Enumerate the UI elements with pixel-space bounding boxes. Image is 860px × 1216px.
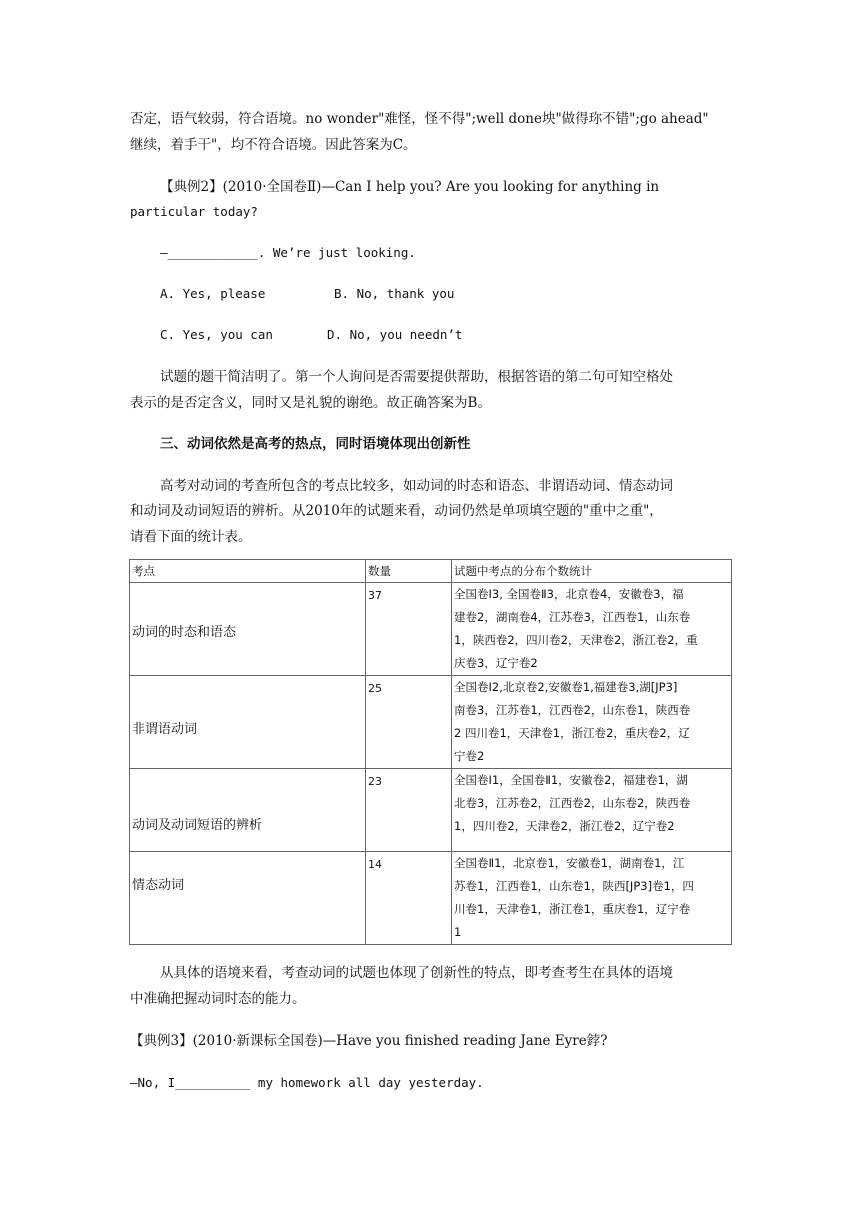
table-row xyxy=(130,583,732,676)
analysis-line-2: 表示的是否定含义，同时又是礼貌的谢绝。故正确答案为B。 xyxy=(130,395,491,411)
context-line-1: 从具体的语境来看，考查动词的试题也体现了创新性的特点，即考查考生在具体的语境 xyxy=(160,965,673,981)
example-3-line-1: 【典例3】(2010·新课标全国卷)—Have you finished reading Jane Eyre鋍? xyxy=(130,1033,608,1049)
topic-cell: 动词的时态和语态 xyxy=(130,583,366,676)
topic-cell: 情态动词 xyxy=(130,852,366,945)
topic-cell: 非谓语动词 xyxy=(130,676,366,769)
table-row xyxy=(130,676,732,769)
option-d: D. No, you needn’t xyxy=(327,327,463,342)
example-2-line-1: 【典例2】(2010·全国卷Ⅱ)—Can I help you? Are you looking for anything in xyxy=(160,179,660,195)
option-a: A. Yes, please xyxy=(160,286,266,301)
table-row xyxy=(130,852,732,945)
answer-explanation-line-2: 继续，着手干"，均不符合语境。因此答案为C。 xyxy=(130,137,417,153)
distribution-cell: 全国卷Ⅰ2,北京卷2,安徽卷1,福建卷3,湖[JP3] 南卷3，江苏卷1，江西卷2，山东卷1，陕西卷 2 四川卷1，天津卷1，浙江卷2，重庆卷2，辽 宁卷2 xyxy=(452,676,732,769)
intro-line-2: 和动词及动词短语的辨析。从2010年的试题来看，动词仍然是单项填空题的"重中之重"， xyxy=(130,503,663,519)
distribution-cell: 全国卷Ⅰ1，全国卷Ⅱ1，安徽卷2，福建卷1，湖 北卷3，江苏卷2，江西卷2，山东卷2，陕西卷 1，四川卷2，天津卷2，浙江卷2，辽宁卷2 xyxy=(452,769,732,852)
analysis-line-1: 试题的题干简洁明了。第一个人询问是否需要提供帮助，根据答语的第二句可知空格处 xyxy=(160,369,673,385)
table-header-row xyxy=(130,560,732,583)
intro-line-1: 高考对动词的考查所包含的考点比较多，如动词的时态和语态、非谓语动词、情态动词 xyxy=(160,478,673,494)
header-count: 数量 xyxy=(366,560,452,583)
distribution-cell: 全国卷Ⅰ3, 全国卷Ⅱ3，北京卷4，安徽卷3，福 建卷2，湖南卷4，江苏卷3，江西卷1，山东卷 1，陕西卷2，四川卷2，天津卷2，浙江卷2，重 庆卷3，辽宁卷2 xyxy=(452,583,732,676)
count-cell: 23 xyxy=(366,769,452,852)
example-2-line-2: particular today? xyxy=(130,204,258,219)
section-3-heading: 三、动词依然是高考的热点，同时语境体现出创新性 xyxy=(160,436,471,452)
example-3-line-2: —No, I__________ my homework all day yesterday. xyxy=(130,1075,484,1090)
example-2-blank-line: —____________. We’re just looking. xyxy=(160,245,416,260)
count-cell: 25 xyxy=(366,676,452,769)
context-line-2: 中准确把握动词时态的能力。 xyxy=(130,991,306,1007)
count-cell: 14 xyxy=(366,852,452,945)
table-row xyxy=(130,769,732,852)
option-c: C. Yes, you can xyxy=(160,327,273,342)
option-b: B. No, thank you xyxy=(334,286,455,301)
count-cell: 37 xyxy=(366,583,452,676)
intro-line-3: 请看下面的统计表。 xyxy=(130,529,252,545)
header-distribution: 试题中考点的分布个数统计 xyxy=(452,560,732,583)
topic-cell: 动词及动词短语的辨析 xyxy=(130,769,366,852)
header-topic: 考点 xyxy=(130,560,366,583)
answer-explanation-line-1: 否定，语气较弱，符合语境。no wonder"难怪，怪不得";well done坱"做得珎不错";go ahead" xyxy=(130,111,709,127)
distribution-cell: 全国卷Ⅱ1，北京卷1，安徽卷1，湖南卷1，江 苏卷1，江西卷1，山东卷1，陕西[JP3]卷1，四 川卷1，天津卷1，浙江卷1，重庆卷1，辽宁卷 1 xyxy=(452,852,732,945)
verb-statistics-table xyxy=(129,559,732,945)
